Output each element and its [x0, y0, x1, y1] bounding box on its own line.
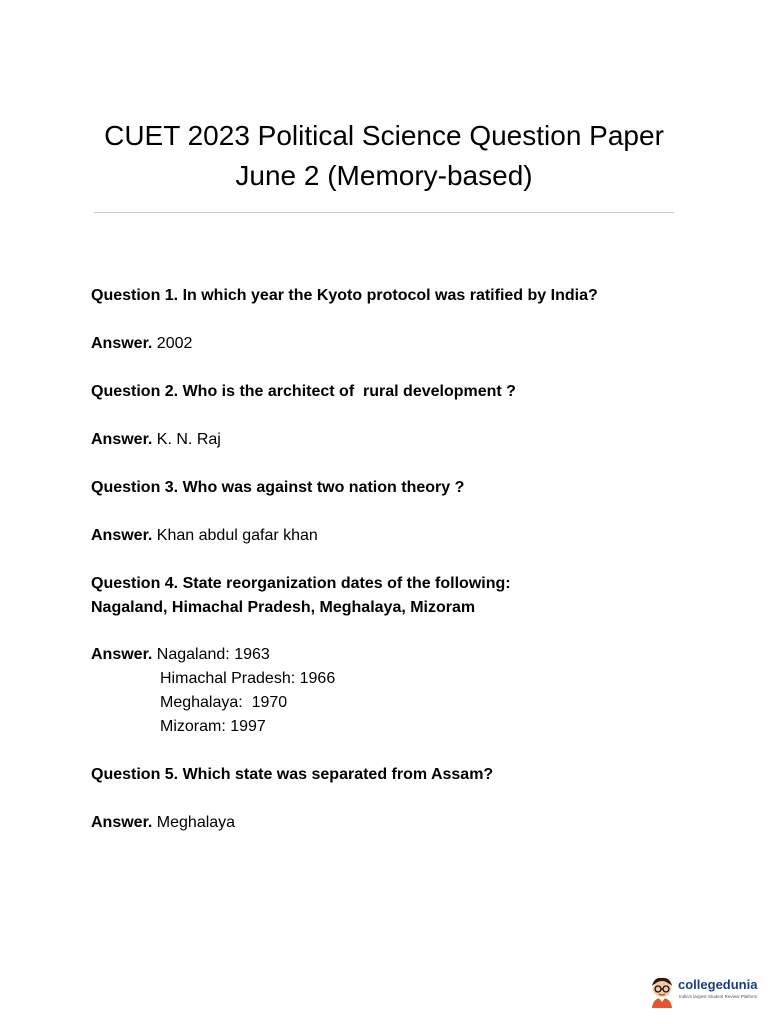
answer-text: K. N. Raj [152, 431, 221, 448]
answer-text: Meghalaya [152, 814, 236, 831]
answer-label: Answer. [91, 335, 153, 352]
answer-text: 2002 [152, 335, 193, 352]
question-5: Question 5. Which state was separated from Assam? [91, 766, 494, 783]
answer-4 [91, 645, 270, 665]
logo-tagline: India's largest Student Review Platform [679, 994, 758, 999]
answer-label: Answer. [91, 431, 153, 448]
answer-label: Answer. [91, 527, 153, 544]
answer-4-line-2: Himachal Pradesh: 1966 [160, 670, 336, 687]
answer-3 [91, 526, 318, 546]
title-divider [94, 212, 674, 213]
collegedunia-logo [648, 972, 758, 1012]
answer-text: Khan abdul gafar khan [152, 527, 318, 544]
answer-label: Answer. [91, 646, 153, 663]
logo-brand-text: collegedunia [678, 977, 758, 992]
answer-4-line-3: Meghalaya: 1970 [160, 694, 288, 711]
answer-label: Answer. [91, 814, 153, 831]
answer-5 [91, 813, 235, 833]
answer-4-line-4: Mizoram: 1997 [160, 718, 266, 735]
answer-1 [91, 334, 192, 354]
question-2: Question 2. Who is the architect of rural development ? [91, 383, 516, 400]
answer-2 [91, 430, 221, 450]
question-3: Question 3. Who was against two nation theory ? [91, 479, 465, 496]
question-4-line-2: Nagaland, Himachal Pradesh, Meghalaya, Mizoram [91, 599, 476, 616]
question-1: Question 1. In which year the Kyoto protocol was ratified by India? [91, 287, 598, 304]
title-line-1: CUET 2023 Political Science Question Paper [104, 120, 664, 151]
title-line-2: June 2 (Memory-based) [235, 160, 533, 191]
question-4: Question 4. State reorganization dates of the following: [91, 575, 511, 592]
student-mascot-icon [648, 974, 676, 1010]
answer-text: Nagaland: 1963 [152, 646, 270, 663]
